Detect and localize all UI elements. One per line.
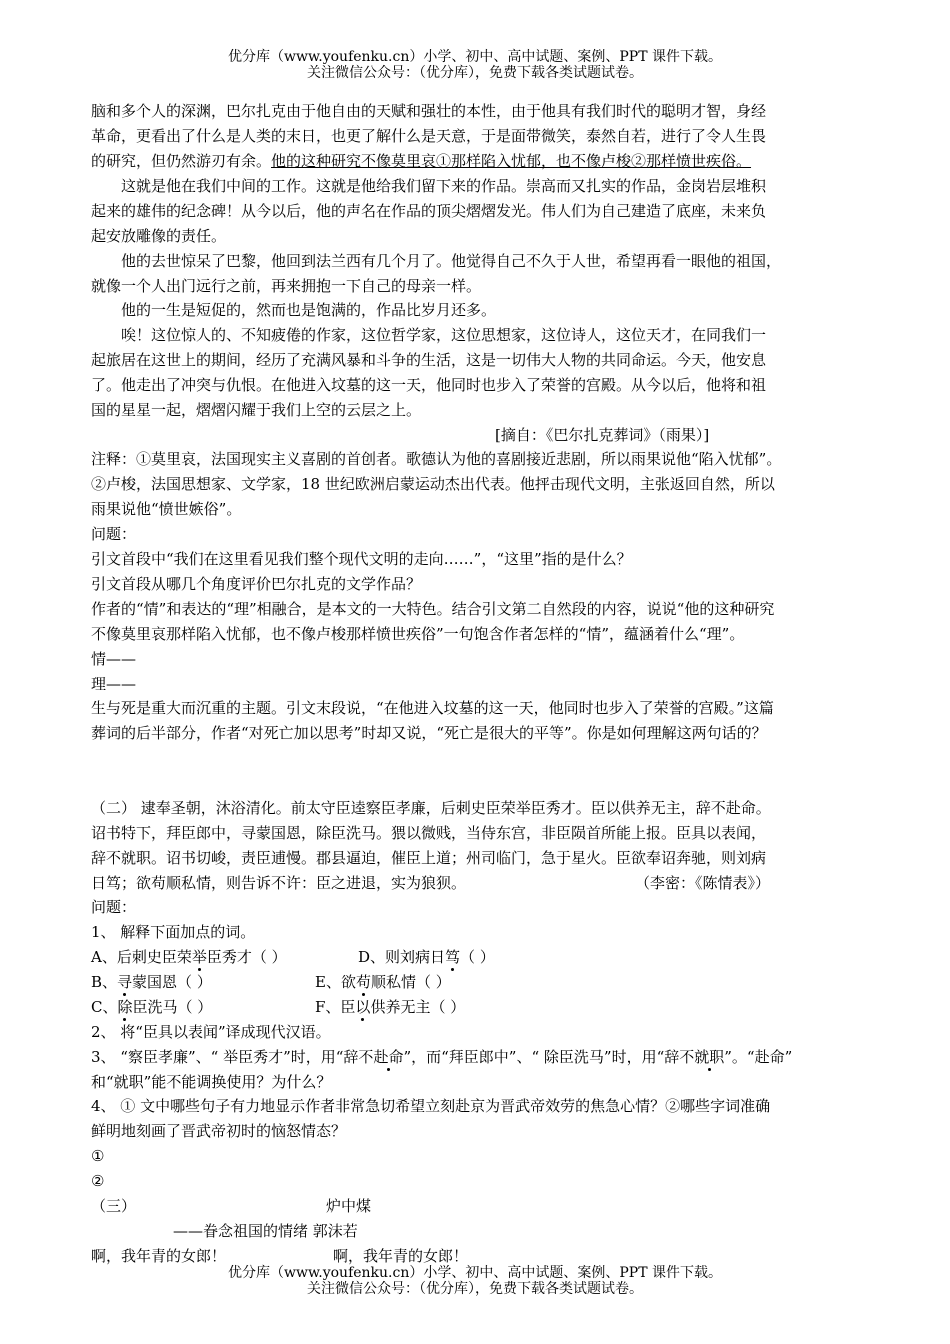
dotted-word: 笃 (445, 948, 461, 966)
paragraph-line: 起旅居在这世上的期间，经历了充满风暴和斗争的生活，这是一切伟大人物的共同命运。今天，他安息 (91, 351, 767, 369)
footer-line-1: 优分库（www.youfenku.cn）小学、初中、高中试题、案例、PPT 课件下载。 (227, 1265, 722, 1281)
answer-line-qing: 情—— (91, 650, 137, 668)
option-text: A、后刺史臣荣 (91, 948, 192, 966)
note-line: 雨果说他“愤世嫉俗”。 (91, 500, 242, 518)
option-text: E、欲 (315, 973, 356, 991)
passage-line: 诏书特下，拜臣郎中，寻蒙国恩，除臣洗马。猥以微贱，当侍东宫，非臣陨首所能上报。臣具以表闻， (91, 824, 767, 842)
poem-line: 啊，我年青的女郎！ (333, 1247, 469, 1265)
note-line: ②卢梭，法国思想家、文学家，18 世纪欧洲启蒙运动杰出代表。他抨击现代文明，主张返回自然，所以 (91, 475, 775, 493)
underlined-sentence: 他的这种研究不像莫里哀①那样陷入忧郁，也不像卢梭②那样愤世疾俗。 (271, 152, 752, 170)
paragraph-line: 就像一个人出门远行之前，再来拥抱一下自己的母亲一样。 (91, 277, 482, 295)
page-footer (0, 1265, 950, 1297)
question-line (91, 1047, 792, 1067)
option-b (91, 972, 212, 992)
paragraph-line: 了。他走出了冲突与仇恨。在他进入坟墓的这一天，他同时也步入了荣誉的宫殿。从今以后，他将和祖 (91, 376, 767, 394)
option-text: 供养无主（ ） (370, 998, 466, 1016)
dotted-word: 赴命 (373, 1048, 404, 1066)
questions-title: 问题： (91, 525, 137, 543)
poem-title: 炉中煤 (326, 1197, 372, 1215)
paragraph-line (91, 151, 751, 171)
option-text: 蒙国恩（ ） (132, 973, 212, 991)
passage-line: 辞不就职。诏书切峻，责臣逋慢。郡县逼迫，催臣上道；州司临门，急于星火。臣欲奉诏奔驰，则刘病 (91, 849, 767, 867)
question-line: 生与死是重大而沉重的主题。引文末段说，“在他进入坟墓的这一天，他同时也步入了荣誉的宫殿。”这篇 (91, 699, 774, 717)
option-text: （ ） (460, 948, 495, 966)
questions-title: 问题： (91, 898, 137, 916)
question-line: 鲜明地刻画了晋武帝初时的恼怒情态？ (91, 1122, 347, 1140)
paragraph-line: 脑和多个人的深渊，巴尔扎克由于他自由的天赋和强壮的本性，由于他具有我们时代的聪明才智，身经 (91, 102, 767, 120)
question-line: 和“就职”能不能调换使用？为什么？ (91, 1073, 332, 1091)
question-line: 1、 解释下面加点的词。 (91, 923, 256, 941)
option-c (91, 997, 212, 1017)
paragraph-line: 唉！这位惊人的、不知疲倦的作家，这位哲学家，这位思想家，这位诗人，这位天才，在同我们一 (121, 326, 767, 344)
question-line: 引文首段从哪几个角度评价巴尔扎克的文学作品？ (91, 575, 422, 593)
note-line: 注释：①莫里哀，法国现实主义喜剧的首创者。歌德认为他的喜剧接近悲剧，所以雨果说他“陷入忧郁”。 (91, 450, 782, 468)
question-line: 4、 ① 文中哪些句子有力地显示作者非常急切希望立刻赴京为晋武帝效劳的焦急心情？②哪些字词准确 (91, 1097, 771, 1115)
question-line: 葬词的后半部分，作者“对死亡加以思考”时却又说，“死亡是很大的平等”。你是如何理解这两句话的？ (91, 724, 767, 742)
option-text: B、 (91, 973, 118, 991)
option-d (358, 947, 495, 967)
source-citation: （李密：《陈情表》） (635, 874, 771, 892)
question-line: 2、 将“臣具以表闻”译成现代汉语。 (91, 1023, 331, 1041)
question-line: 作者的“情”和表达的“理”相融合，是本文的一大特色。结合引文第二自然段的内容，说说“他的这种研究 (91, 600, 775, 618)
question-text: ”。“赴命” (724, 1048, 793, 1066)
option-text: 臣秀才（ ） (206, 948, 287, 966)
option-e (315, 972, 451, 992)
paragraph-line: 他的去世惊呆了巴黎，他回到法兰西有几个月了。他觉得自己不久于人世，希望再看一眼他的祖国， (121, 252, 782, 270)
answer-marker-1: ① (91, 1147, 105, 1165)
dotted-word: 苟 (355, 973, 371, 991)
question-text: 3、 “察臣孝廉”、“ 举臣秀才”时，用“辞不 (91, 1048, 374, 1066)
paragraph-line: 起来的雄伟的纪念碑！从今以后，他的声名在作品的顶尖熠熠发光。伟人们为自己建造了底座，未来负 (91, 202, 767, 220)
dotted-word: 以 (355, 998, 371, 1016)
dotted-word: 举 (191, 948, 207, 966)
option-text: 顺私情（ ） (370, 973, 451, 991)
page-header (0, 49, 950, 81)
paragraph-line: 革命，更看出了什么是人类的末日，也更了解什么是天意，于是面带微笑，泰然自若，进行了令人生畏 (91, 127, 767, 145)
dotted-word: 就职 (694, 1048, 725, 1066)
dotted-word: 除 (117, 998, 133, 1016)
answer-line-li: 理—— (91, 675, 137, 693)
header-line-1: 优分库（www.youfenku.cn）小学、初中、高中试题、案例、PPT 课件下载。 (227, 49, 722, 65)
poem-subtitle: ——眷念祖国的情绪 郭沫若 (173, 1222, 358, 1240)
question-line: 引文首段中“我们在这里看见我们整个现代文明的走向……”，“这里”指的是什么？ (91, 550, 632, 568)
source-citation: [摘自：《巴尔扎克葬词》（雨果）] (495, 426, 710, 444)
question-line: 不像莫里哀那样陷入忧郁，也不像卢梭那样愤世疾俗”一句饱含作者怎样的“情”，蕴涵着什么“理”。 (91, 625, 745, 643)
text-span: 的研究，但仍然游刃有余。 (91, 152, 272, 170)
poem-line: 啊，我年青的女郎！ (91, 1247, 227, 1265)
option-f (315, 997, 465, 1017)
paragraph-line: 起安放雕像的责任。 (91, 227, 227, 245)
section-label: （三） (91, 1197, 137, 1215)
option-a (91, 947, 287, 967)
option-text: C、 (91, 998, 118, 1016)
option-text: 臣洗马（ ） (132, 998, 213, 1016)
passage-line: 日笃；欲苟顺私情，则告诉不许：臣之进退，实为狼狈。 (91, 874, 467, 892)
question-text: ”，而“拜臣郎中”、“ 除臣洗马”时，用“辞不 (403, 1048, 695, 1066)
option-text: F、臣 (315, 998, 356, 1016)
footer-line-2: 关注微信公众号：（优分库），免费下载各类试题试卷。 (307, 1281, 643, 1297)
answer-marker-2: ② (91, 1172, 105, 1190)
dotted-word: 寻 (117, 973, 133, 991)
passage-line: （二） 逮奉圣朝，沐浴清化。前太守臣逵察臣孝廉，后刺史臣荣举臣秀才。臣以供养无主，辞不赴命。 (91, 799, 771, 817)
paragraph-line: 国的星星一起，熠熠闪耀于我们上空的云层之上。 (91, 401, 422, 419)
paragraph-line: 他的一生是短促的，然而也是饱满的，作品比岁月还多。 (121, 301, 497, 319)
option-text: D、则刘病日 (358, 948, 446, 966)
paragraph-line: 这就是他在我们中间的工作。这就是他给我们留下来的作品。崇高而又扎实的作品，金岗岩层堆积 (121, 177, 767, 195)
header-line-2: 关注微信公众号：（优分库），免费下载各类试题试卷。 (307, 65, 643, 81)
